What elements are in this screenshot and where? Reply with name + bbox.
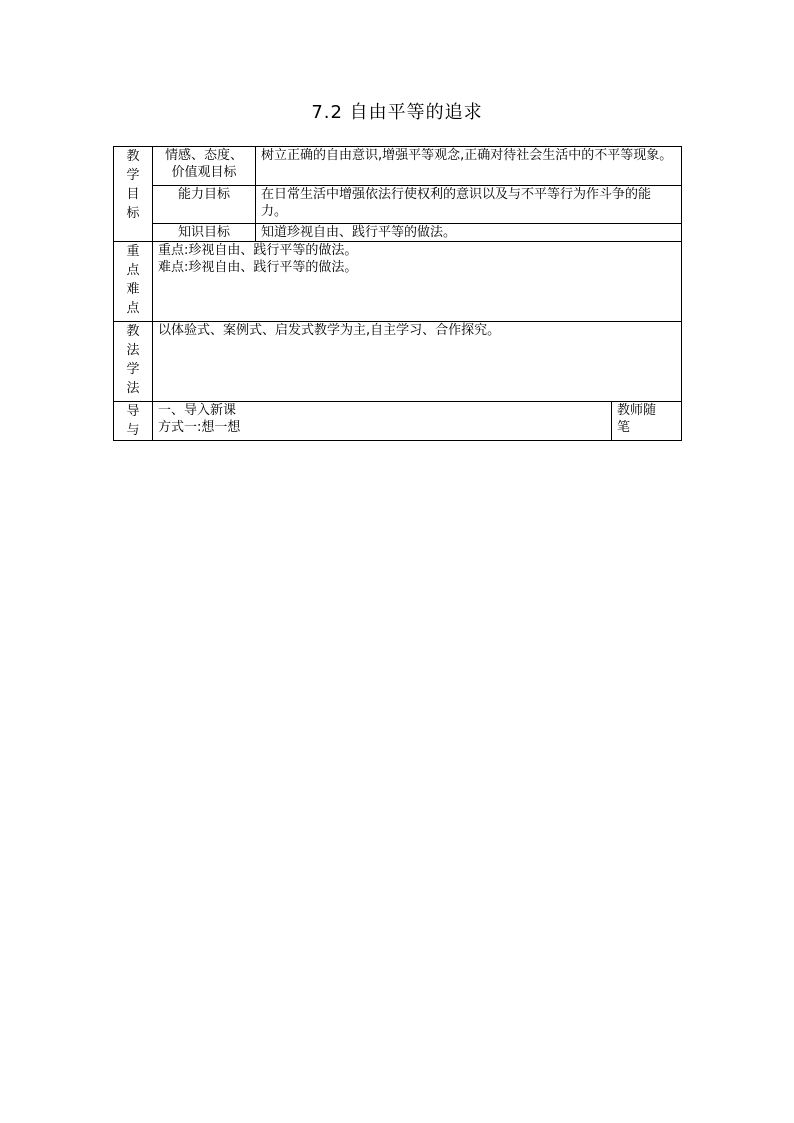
teacher-notes-cell xyxy=(612,402,682,441)
objective-content-ability: 在日常生活中增强依法行使权利的意识以及与不平等行为作斗争的能力。 xyxy=(256,186,682,224)
key-points-row xyxy=(114,242,682,322)
objective-content-knowledge: 知道珍视自由、践行平等的做法。 xyxy=(256,224,682,242)
label-char: 教 xyxy=(126,324,140,339)
label-char: 与 xyxy=(126,423,140,438)
objective-row-emotion xyxy=(114,147,682,186)
guide-line: 一、导入新课 xyxy=(158,403,237,418)
objective-name-knowledge xyxy=(153,224,256,242)
teacher-notes-line: 笔 xyxy=(617,420,631,435)
label-char: 导 xyxy=(126,404,140,419)
objective-row-ability xyxy=(114,186,682,224)
objectives-label xyxy=(114,147,153,242)
label-char: 难 xyxy=(126,282,140,297)
methods-row xyxy=(114,322,682,402)
objective-name-ability xyxy=(153,186,256,224)
label-char: 教 xyxy=(126,149,140,164)
objective-row-knowledge xyxy=(114,224,682,242)
label-char: 标 xyxy=(126,206,140,221)
label-char: 目 xyxy=(126,187,140,202)
guide-label xyxy=(114,402,153,441)
guide-content xyxy=(153,402,612,441)
key-point-line: 重点:珍视自由、践行平等的做法。 xyxy=(158,243,358,258)
label-char: 重 xyxy=(126,244,140,259)
objective-name-line: 情感、态度、 xyxy=(164,148,243,163)
label-char: 点 xyxy=(126,301,140,316)
objective-name-emotion xyxy=(153,147,256,186)
objective-name-line: 价值观目标 xyxy=(171,165,237,180)
label-char: 学 xyxy=(126,168,140,183)
objective-content-emotion: 树立正确的自由意识,增强平等观念,正确对待社会生活中的不平等现象。 xyxy=(256,147,682,186)
objective-name-line: 能力目标 xyxy=(177,187,230,202)
label-char: 点 xyxy=(126,263,140,278)
lesson-plan-table xyxy=(113,146,682,441)
key-points-label xyxy=(114,242,153,322)
guide-line: 方式一:想一想 xyxy=(158,420,241,435)
label-char: 法 xyxy=(126,343,140,358)
objective-name-line: 知识目标 xyxy=(177,225,230,240)
methods-label xyxy=(114,322,153,402)
difficult-point-line: 难点:珍视自由、践行平等的做法。 xyxy=(158,260,358,275)
key-points-content xyxy=(153,242,682,322)
page-title: 7.2 自由平等的追求 xyxy=(311,102,483,123)
methods-content: 以体验式、案例式、启发式教学为主,自主学习、合作探究。 xyxy=(153,322,682,402)
label-char: 学 xyxy=(126,362,140,377)
guide-row xyxy=(114,402,682,441)
teacher-notes-line: 教师随 xyxy=(617,403,657,418)
label-char: 法 xyxy=(126,381,140,396)
